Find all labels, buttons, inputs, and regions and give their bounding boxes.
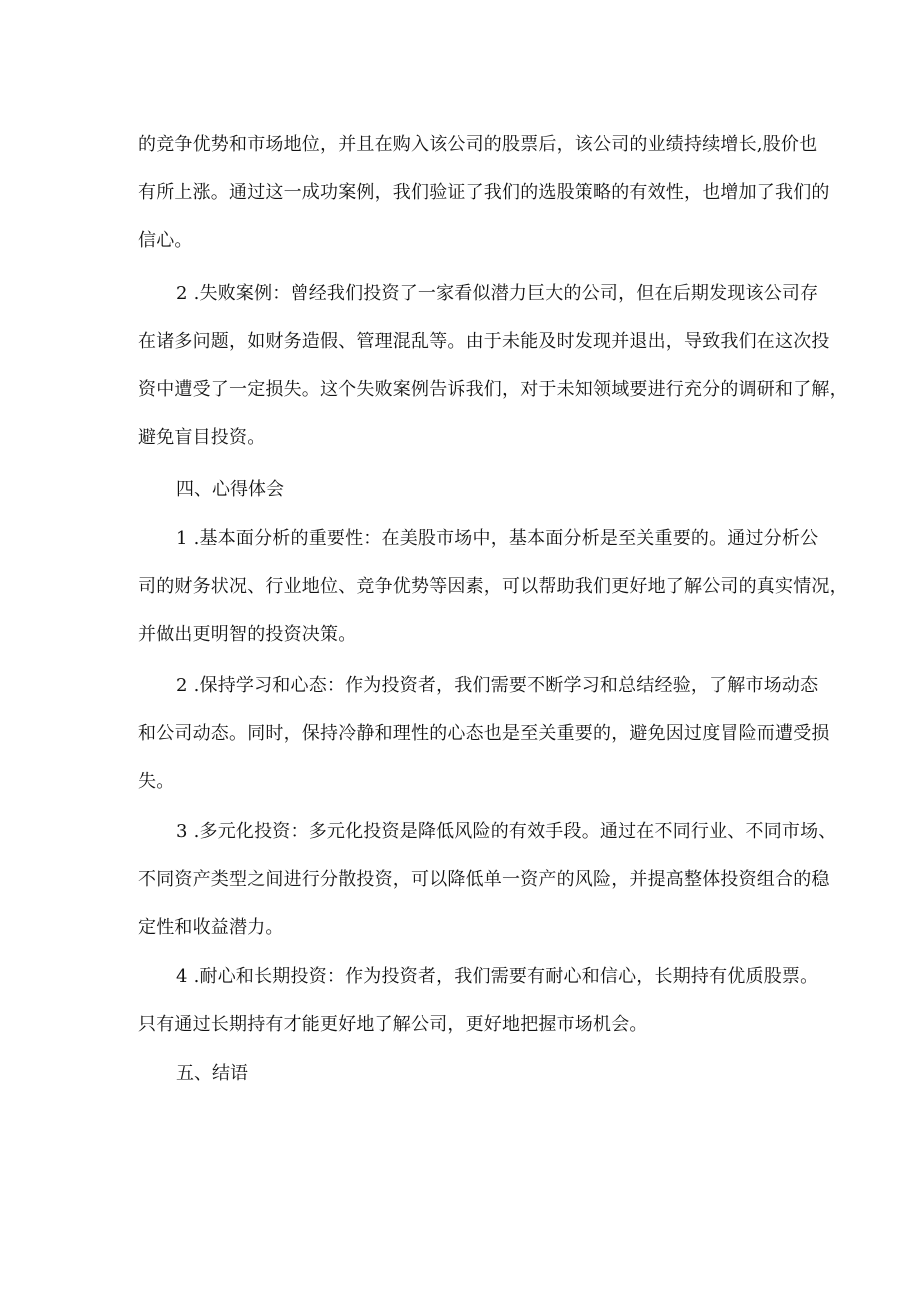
text-line: 司的财务状况、行业地位、竞争优势等因素，可以帮助我们更好地了解公司的真实情况，: [138, 576, 848, 597]
text-line: 避免盲目投资。: [138, 427, 266, 448]
text-line: 和公司动态。同时，保持冷静和理性的心态也是至关重要的，避免因过度冒险而遭受损: [138, 723, 830, 744]
paragraph-failure-case: [138, 270, 848, 462]
section-heading-conclusion: 五、结语: [176, 1063, 248, 1084]
text-line: 不同资产类型之间进行分散投资，可以降低单一资产的风险，并提高整体投资组合的稳: [138, 869, 830, 890]
text-line: 在诸多问题，如财务造假、管理混乱等。由于未能及时发现并退出，导致我们在这次投: [138, 331, 830, 352]
text-line: 的竞争优势和市场地位，并且在购入该公司的股票后，该公司的业绩持续增长,股价也: [138, 134, 818, 155]
paragraph-fundamental-analysis: [138, 515, 848, 659]
paragraph-success-case-continued: [138, 121, 830, 265]
text-line: 资中遭受了一定损失。这个失败案例告诉我们，对于未知领域要进行充分的调研和了解，: [138, 379, 848, 400]
text-line: 3 .多元化投资：多元化投资是降低风险的有效手段。通过在不同行业、不同市场、: [176, 821, 837, 842]
section-heading-insights: 四、心得体会: [176, 479, 284, 500]
text-line: 信心。: [138, 230, 193, 251]
text-line: 4 .耐心和长期投资：作为投资者，我们需要有耐心和信心，长期持有优质股票。: [176, 966, 819, 987]
paragraph-long-term-investing: [138, 953, 819, 1049]
paragraph-diversification: [138, 808, 837, 952]
text-line: 有所上涨。通过这一成功案例，我们验证了我们的选股策略的有效性，也增加了我们的: [138, 182, 830, 203]
text-line: 定性和收益潜力。: [138, 917, 284, 938]
paragraph-learning-mindset: [138, 662, 830, 806]
text-line: 1 .基本面分析的重要性：在美股市场中，基本面分析是至关重要的。通过分析公: [176, 528, 819, 549]
text-line: 只有通过长期持有才能更好地了解公司，更好地把握市场机会。: [138, 1014, 648, 1035]
text-line: 并做出更明智的投资决策。: [138, 624, 357, 645]
text-line: 2 .保持学习和心态：作为投资者，我们需要不断学习和总结经验，了解市场动态: [176, 675, 819, 696]
text-line: 2 .失败案例：曾经我们投资了一家看似潜力巨大的公司，但在后期发现该公司存: [176, 283, 819, 304]
text-line: 失。: [138, 771, 175, 792]
